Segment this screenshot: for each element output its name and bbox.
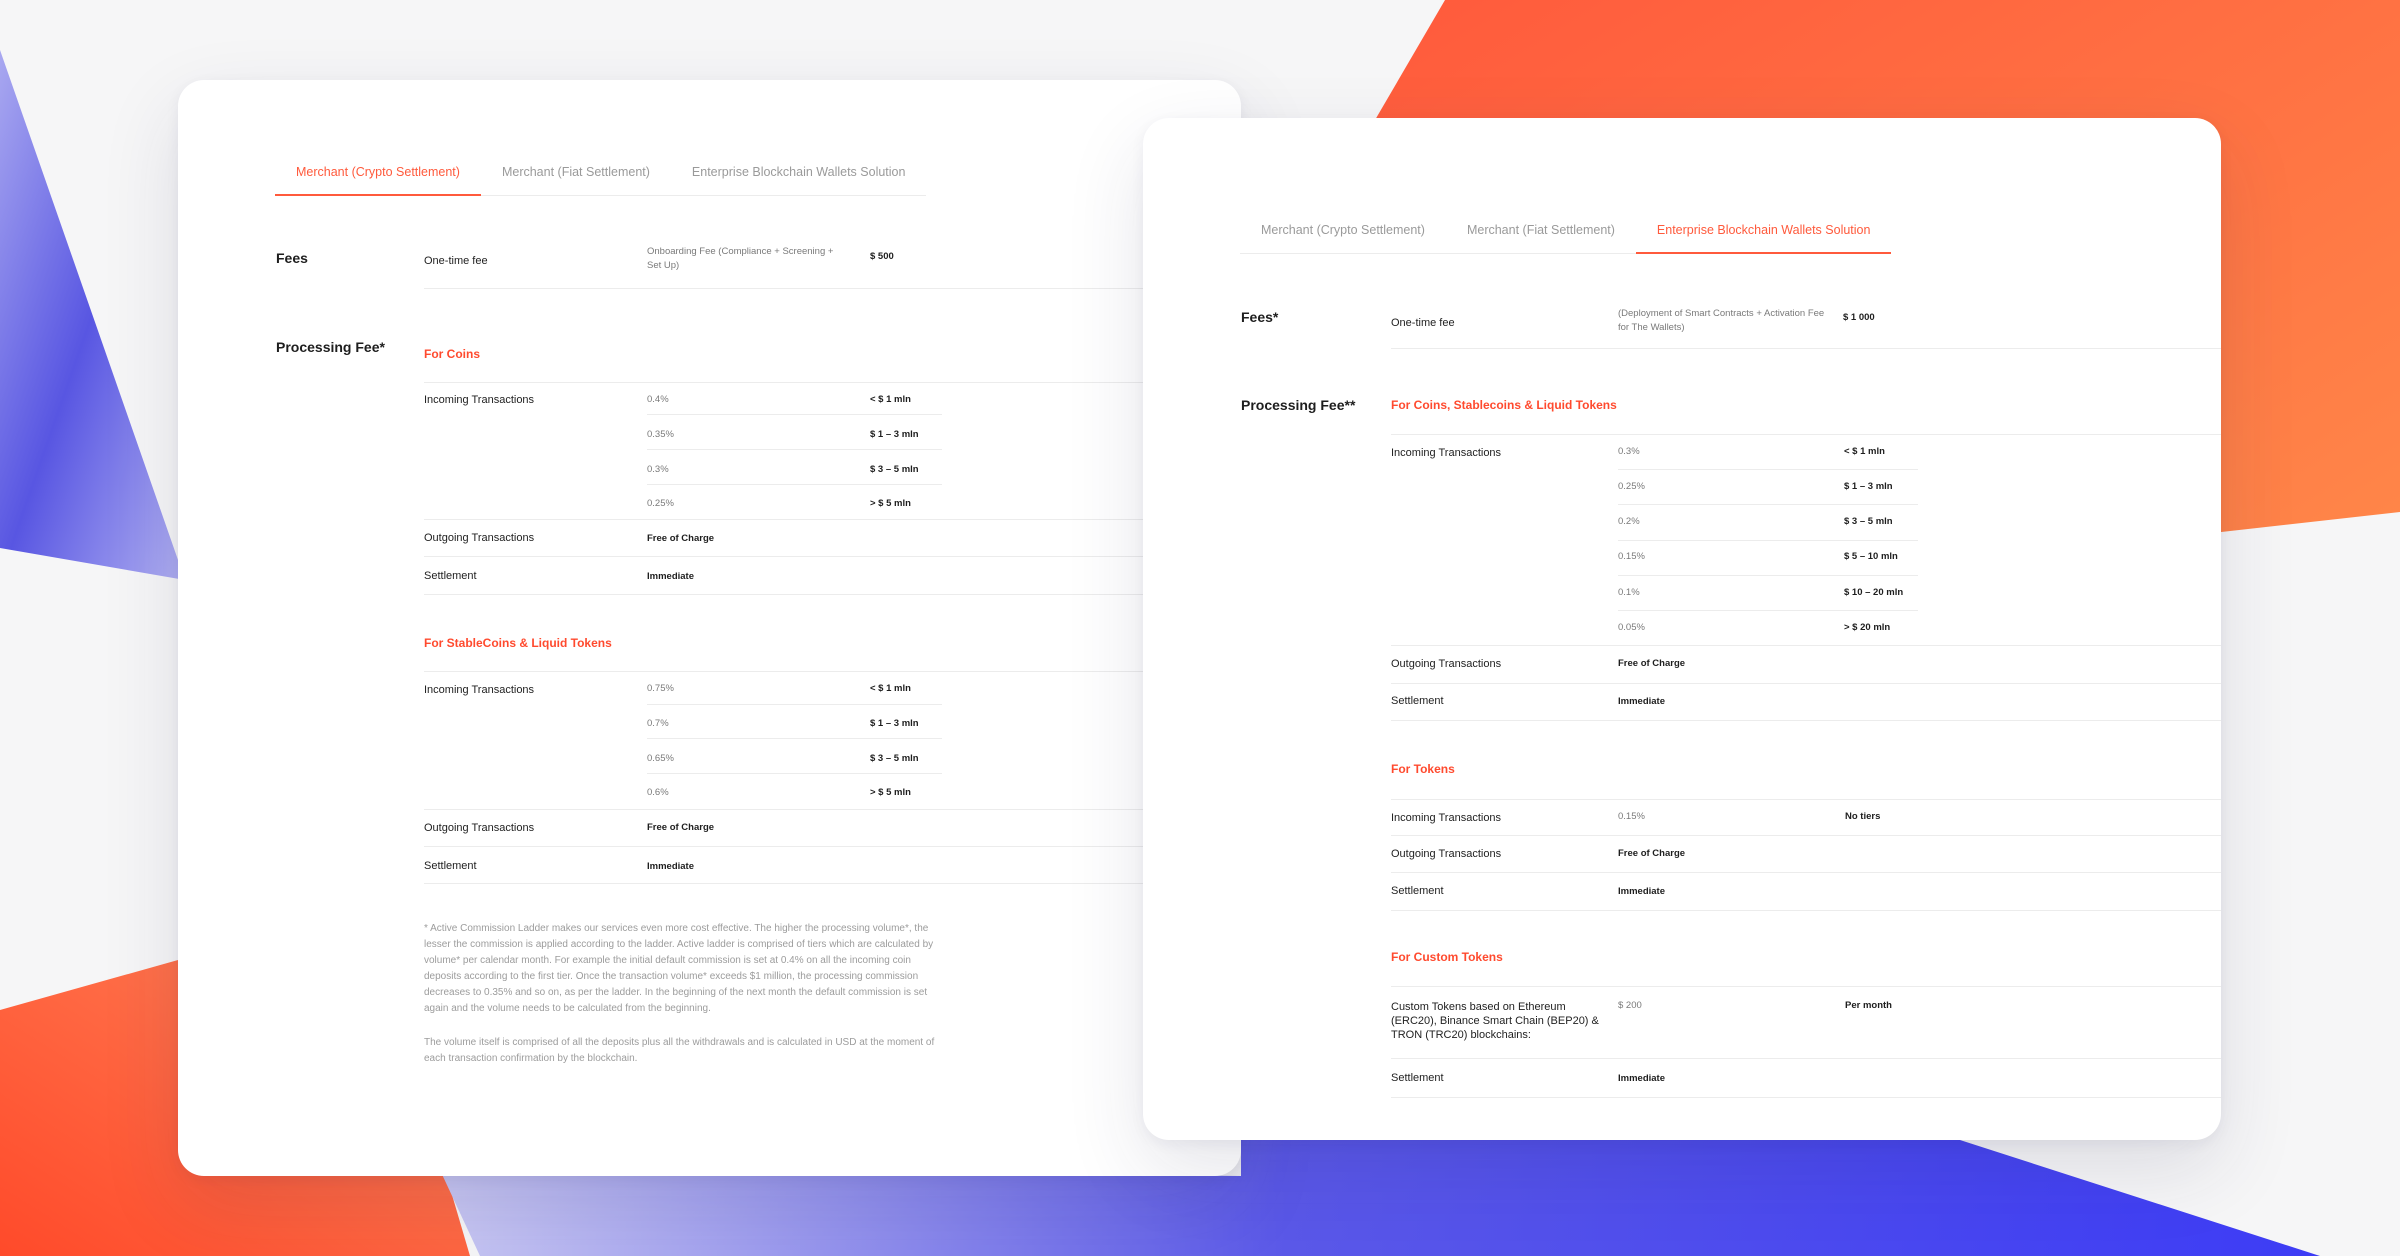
tokens-incoming-rate: 0.15% bbox=[1618, 811, 1645, 822]
coins-outgoing-label: Outgoing Transactions bbox=[424, 532, 535, 544]
coins-outgoing-label: Outgoing Transactions bbox=[1391, 658, 1502, 670]
divider bbox=[647, 484, 942, 485]
commission-ladder-footnote: * Active Commission Ladder makes our services even more cost effective. The higher the processing volume*, the lesser the commission is applied according to the ladder. Active ladder is comprised of tiers which are calculated by volume* per calendar month. For example the initial default commission is set at 0.4% on all the incoming coin deposits according to the first tier. Once the transaction volume* exceeds $1 million, the processing commission decreases to 0.35% and so on, as per the ladder. In the beginning of the next month the default commission is set again and the volume needs to be calculated from the beginning. bbox=[424, 923, 934, 1014]
stablecoins-tier-range: < $ 1 mln bbox=[870, 683, 911, 694]
divider bbox=[1391, 910, 2221, 911]
coins-settlement-label: Settlement bbox=[1391, 695, 1444, 707]
fees-label: Fees bbox=[276, 250, 308, 266]
stablecoins-outgoing-label: Outgoing Transactions bbox=[424, 822, 535, 834]
coins-incoming-label: Incoming Transactions bbox=[1391, 447, 1502, 459]
tokens-incoming-tier: No tiers bbox=[1845, 811, 1881, 822]
tokens-settlement-value: Immediate bbox=[1618, 886, 1665, 897]
coins-tier-range: $ 1 – 3 mln bbox=[1844, 481, 1893, 492]
stablecoins-heading: For StableCoins & Liquid Tokens bbox=[424, 636, 612, 650]
plan-tabs bbox=[1240, 223, 1891, 254]
divider bbox=[1618, 469, 1918, 470]
divider bbox=[424, 556, 1241, 557]
divider bbox=[1618, 610, 1918, 611]
coins-tier-range: $ 10 – 20 mln bbox=[1844, 587, 1904, 598]
divider bbox=[647, 449, 942, 450]
coins-tier-range: $ 3 – 5 mln bbox=[870, 464, 919, 475]
custom-tokens-period: Per month bbox=[1845, 1000, 1892, 1011]
coins-tier-range: $ 3 – 5 mln bbox=[1844, 516, 1893, 527]
divider bbox=[1391, 434, 2221, 435]
stablecoins-settlement-value: Immediate bbox=[647, 861, 694, 872]
divider bbox=[1391, 1058, 2221, 1059]
custom-tokens-price: $ 200 bbox=[1618, 1000, 1642, 1011]
stablecoins-tier-range: > $ 5 mln bbox=[870, 787, 911, 798]
divider bbox=[424, 671, 1241, 672]
divider bbox=[647, 738, 942, 739]
stablecoins-tier-rate: 0.7% bbox=[647, 718, 669, 729]
coins-outgoing-value: Free of Charge bbox=[647, 533, 715, 544]
divider bbox=[647, 773, 942, 774]
coins-settlement-value: Immediate bbox=[1618, 696, 1665, 707]
coins-tier-rate: 0.05% bbox=[1618, 622, 1645, 633]
divider bbox=[1391, 683, 2221, 684]
divider bbox=[1618, 540, 1918, 541]
divider bbox=[1391, 986, 2221, 987]
divider bbox=[1391, 348, 2221, 349]
tokens-incoming-label: Incoming Transactions bbox=[1391, 812, 1502, 824]
divider bbox=[1391, 799, 2221, 800]
coins-heading: For Coins bbox=[424, 347, 480, 361]
stablecoins-outgoing-value: Free of Charge bbox=[647, 822, 715, 833]
tab-merchant-fiat[interactable]: Merchant (Fiat Settlement) bbox=[1466, 223, 1615, 237]
stablecoins-tier-rate: 0.6% bbox=[647, 787, 669, 798]
divider bbox=[1618, 575, 1918, 576]
onboarding-fee-amount: $ 500 bbox=[870, 251, 894, 262]
fees-label: Fees* bbox=[1241, 309, 1279, 325]
divider bbox=[647, 414, 942, 415]
tab-enterprise-wallets[interactable]: Enterprise Blockchain Wallets Solution bbox=[691, 165, 906, 179]
deployment-fee-description: (Deployment of Smart Contracts + Activation Fee for The Wallets) bbox=[1618, 308, 1825, 333]
coins-tier-range: > $ 20 mln bbox=[1844, 622, 1891, 633]
divider bbox=[1391, 1097, 2221, 1098]
coins-tier-rate: 0.25% bbox=[1618, 481, 1645, 492]
tokens-outgoing-label: Outgoing Transactions bbox=[1391, 848, 1502, 860]
divider bbox=[424, 846, 1241, 847]
tab-enterprise-wallets[interactable]: Enterprise Blockchain Wallets Solution bbox=[1636, 223, 1892, 253]
coins-tier-rate: 0.4% bbox=[647, 394, 669, 405]
coins-tier-rate: 0.15% bbox=[1618, 551, 1645, 562]
divider bbox=[647, 704, 942, 705]
deployment-fee-amount: $ 1 000 bbox=[1843, 312, 1875, 323]
divider bbox=[1391, 872, 2221, 873]
coins-tier-rate: 0.1% bbox=[1618, 587, 1640, 598]
coins-stablecoins-heading: For Coins, Stablecoins & Liquid Tokens bbox=[1391, 398, 1617, 412]
custom-settlement-label: Settlement bbox=[1391, 1072, 1444, 1084]
coins-incoming-label: Incoming Transactions bbox=[424, 394, 535, 406]
onboarding-fee-description: Onboarding Fee (Compliance + Screening + Set Up) bbox=[647, 246, 834, 271]
tokens-outgoing-value: Free of Charge bbox=[1618, 848, 1686, 859]
coins-tier-range: > $ 5 mln bbox=[870, 498, 911, 509]
divider bbox=[1391, 720, 2221, 721]
stablecoins-tier-rate: 0.65% bbox=[647, 753, 674, 764]
one-time-fee-label: One-time fee bbox=[424, 255, 488, 267]
volume-footnote: The volume itself is comprised of all the deposits plus all the withdrawals and is calculated in USD at the moment of each transaction confirmation by the blockchain. bbox=[424, 1037, 935, 1064]
plan-tabs bbox=[275, 165, 926, 196]
crypto-settlement-card bbox=[178, 80, 1241, 1176]
divider bbox=[1618, 504, 1918, 505]
one-time-fee-label: One-time fee bbox=[1391, 317, 1455, 329]
stablecoins-tier-rate: 0.75% bbox=[647, 683, 674, 694]
tokens-settlement-label: Settlement bbox=[1391, 885, 1444, 897]
custom-settlement-value: Immediate bbox=[1618, 1073, 1665, 1084]
coins-tier-rate: 0.35% bbox=[647, 429, 674, 440]
stablecoins-tier-range: $ 3 – 5 mln bbox=[870, 753, 919, 764]
coins-settlement-value: Immediate bbox=[647, 571, 694, 582]
coins-tier-rate: 0.25% bbox=[647, 498, 674, 509]
tab-merchant-fiat[interactable]: Merchant (Fiat Settlement) bbox=[501, 165, 650, 179]
custom-tokens-heading: For Custom Tokens bbox=[1391, 950, 1503, 964]
processing-fee-label: Processing Fee* bbox=[276, 339, 385, 355]
coins-outgoing-value: Free of Charge bbox=[1618, 658, 1686, 669]
coins-settlement-label: Settlement bbox=[424, 570, 477, 582]
coins-tier-rate: 0.2% bbox=[1618, 516, 1640, 527]
divider bbox=[424, 809, 1241, 810]
coins-tier-range: < $ 1 mln bbox=[870, 394, 911, 405]
processing-fee-label: Processing Fee** bbox=[1241, 397, 1356, 413]
stablecoins-incoming-label: Incoming Transactions bbox=[424, 684, 535, 696]
tokens-heading: For Tokens bbox=[1391, 762, 1455, 776]
coins-tier-range: $ 5 – 10 mln bbox=[1844, 551, 1898, 562]
stablecoins-settlement-label: Settlement bbox=[424, 860, 477, 872]
tab-merchant-crypto[interactable]: Merchant (Crypto Settlement) bbox=[275, 165, 481, 195]
divider bbox=[424, 594, 1241, 595]
custom-tokens-label: Custom Tokens based on Ethereum (ERC20), Binance Smart Chain (BEP20) & TRON (TRC20) blockchains: bbox=[1391, 1001, 1599, 1041]
enterprise-wallets-card bbox=[1143, 118, 2221, 1140]
divider bbox=[424, 382, 1241, 383]
tab-merchant-crypto[interactable]: Merchant (Crypto Settlement) bbox=[1261, 223, 1425, 237]
coins-tier-range: $ 1 – 3 mln bbox=[870, 429, 919, 440]
divider bbox=[424, 288, 1241, 289]
divider bbox=[424, 519, 1241, 520]
divider bbox=[424, 883, 1241, 884]
coins-tier-rate: 0.3% bbox=[1618, 446, 1640, 457]
coins-tier-range: < $ 1 mln bbox=[1844, 446, 1885, 457]
divider bbox=[1391, 645, 2221, 646]
stablecoins-tier-range: $ 1 – 3 mln bbox=[870, 718, 919, 729]
coins-tier-rate: 0.3% bbox=[647, 464, 669, 475]
blue-left-shape bbox=[0, 50, 185, 580]
divider bbox=[1391, 835, 2221, 836]
